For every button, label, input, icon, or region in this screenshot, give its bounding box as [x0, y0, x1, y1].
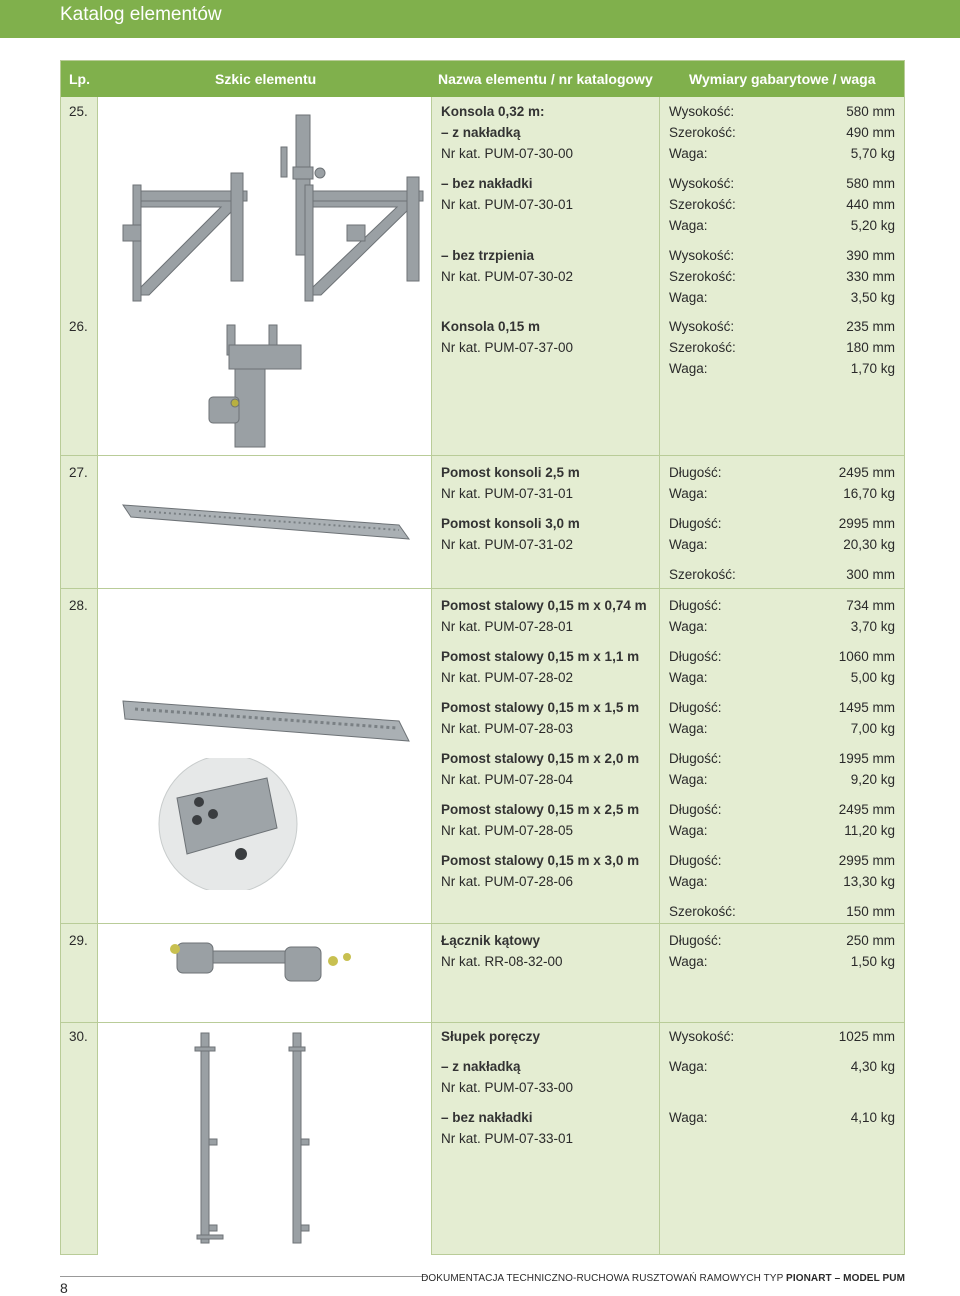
dim-value: 1060 mm [838, 649, 895, 664]
catalog-number: Nr kat. PUM-07-30-01 [441, 197, 574, 212]
dim-value: 9,20 kg [850, 772, 895, 787]
dim-value: 1,70 kg [850, 361, 895, 376]
catalog-number: Nr kat. PUM-07-37-00 [441, 340, 574, 355]
console-platform-sketch [119, 497, 414, 549]
dim-value: 7,00 kg [850, 721, 895, 736]
catalog-number: Nr kat. PUM-07-28-02 [441, 670, 574, 685]
dim-value: 1025 mm [838, 1029, 895, 1044]
item-name: Pomost stalowy 0,15 m x 2,0 m [441, 751, 640, 766]
item-name: Pomost stalowy 0,15 m x 1,1 m [441, 649, 640, 664]
catalog-number: Nr kat. PUM-07-28-03 [441, 721, 574, 736]
dim-label: Waga: [669, 1110, 708, 1125]
catalog-number: Nr kat. PUM-07-33-00 [441, 1080, 574, 1095]
dim-value: 250 mm [846, 933, 895, 948]
dim-label: Waga: [669, 146, 708, 161]
dim-label: Wysokość: [669, 319, 735, 334]
col-name: Nazwa elementu / nr katalogowy [438, 71, 653, 87]
dim-value: 2495 mm [838, 465, 895, 480]
dim-label: Wysokość: [669, 248, 735, 263]
catalog-number: Nr kat. PUM-07-30-02 [441, 269, 574, 284]
dim-label: Długość: [669, 933, 722, 948]
dim-value: 2995 mm [838, 853, 895, 868]
dim-label: Długość: [669, 649, 722, 664]
dim-value: 5,70 kg [850, 146, 895, 161]
row-number: 27. [69, 465, 88, 480]
dim-value: 235 mm [846, 319, 895, 334]
dim-label: Wysokość: [669, 1029, 735, 1044]
table-header [61, 61, 904, 97]
row-number: 29. [69, 933, 88, 948]
dim-label: Szerokość: [669, 340, 736, 355]
dim-value: 3,70 kg [850, 619, 895, 634]
dim-label: Długość: [669, 751, 722, 766]
dim-label: Długość: [669, 700, 722, 715]
dim-value: 734 mm [846, 598, 895, 613]
row-number: 25. [69, 104, 88, 119]
dim-label: Waga: [669, 486, 708, 501]
catalog-number: Nr kat. PUM-07-31-02 [441, 537, 574, 552]
dim-value: 300 mm [846, 567, 895, 582]
dim-value: 13,30 kg [843, 874, 895, 889]
dim-label: Waga: [669, 823, 708, 838]
item-name: Pomost konsoli 3,0 m [441, 516, 580, 531]
item-name: Pomost konsoli 2,5 m [441, 465, 580, 480]
catalog-number: Nr kat. PUM-07-28-05 [441, 823, 574, 838]
dim-label: Waga: [669, 361, 708, 376]
dim-label: Waga: [669, 772, 708, 787]
dim-value: 16,70 kg [843, 486, 895, 501]
dim-label: Szerokość: [669, 567, 736, 582]
catalog-number: Nr kat. PUM-07-33-01 [441, 1131, 574, 1146]
dim-value: 20,30 kg [843, 537, 895, 552]
console-032-sketch [121, 107, 431, 307]
dim-label: Waga: [669, 619, 708, 634]
guardrail-post-sketch [191, 1031, 321, 1249]
divider [431, 97, 432, 1254]
dim-label: Długość: [669, 802, 722, 817]
item-name: Pomost stalowy 0,15 m x 3,0 m [441, 853, 640, 868]
item-name: Konsola 0,15 m [441, 319, 541, 334]
item-variant: – z nakładką [441, 125, 521, 140]
top-banner [0, 0, 960, 38]
dim-value: 1,50 kg [850, 954, 895, 969]
row-number: 30. [69, 1029, 88, 1044]
dim-label: Wysokość: [669, 176, 735, 191]
footer-doc-model: PIONART – MODEL PUM [786, 1273, 905, 1284]
dim-value: 1995 mm [838, 751, 895, 766]
dim-value: 1495 mm [838, 700, 895, 715]
col-dims: Wymiary gabarytowe / waga [689, 71, 876, 87]
dim-value: 390 mm [846, 248, 895, 263]
dim-label: Szerokość: [669, 125, 736, 140]
item-variant: – bez trzpienia [441, 248, 535, 263]
catalog-number: Nr kat. RR-08-32-00 [441, 954, 563, 969]
dim-label: Długość: [669, 598, 722, 613]
dim-label: Długość: [669, 516, 722, 531]
dim-label: Waga: [669, 290, 708, 305]
dim-value: 580 mm [846, 176, 895, 191]
dim-value: 490 mm [846, 125, 895, 140]
dim-value: 440 mm [846, 197, 895, 212]
steel-platform-sketch [119, 697, 414, 753]
dim-value: 580 mm [846, 104, 895, 119]
catalog-number: Nr kat. PUM-07-28-06 [441, 874, 574, 889]
row-divider [61, 1022, 904, 1023]
item-variant: – z nakładką [441, 1059, 521, 1074]
dim-label: Waga: [669, 954, 708, 969]
platform-detail-sketch [157, 758, 299, 890]
footer-document-title [421, 1273, 905, 1284]
catalog-table [60, 60, 905, 1255]
page-number: 8 [60, 1280, 68, 1296]
dim-value: 2495 mm [838, 802, 895, 817]
dim-label: Waga: [669, 670, 708, 685]
page-header-title: Katalog elementów [60, 4, 222, 25]
col-sketch: Szkic elementu [215, 71, 317, 87]
dim-label: Długość: [669, 465, 722, 480]
item-variant: – bez nakładki [441, 176, 533, 191]
dim-value: 330 mm [846, 269, 895, 284]
row-divider [61, 588, 904, 589]
item-name: Słupek poręczy [441, 1029, 541, 1044]
item-variant: – bez nakładki [441, 1110, 533, 1125]
dim-value: 2995 mm [838, 516, 895, 531]
catalog-number: Nr kat. PUM-07-31-01 [441, 486, 574, 501]
dim-label: Szerokość: [669, 269, 736, 284]
dim-value: 150 mm [846, 904, 895, 919]
row-number: 26. [69, 319, 88, 334]
row-number: 28. [69, 598, 88, 613]
row-divider [61, 923, 904, 924]
dim-value: 4,10 kg [850, 1110, 895, 1125]
dim-label: Waga: [669, 537, 708, 552]
item-name: Pomost stalowy 0,15 m x 2,5 m [441, 802, 640, 817]
dim-value: 11,20 kg [844, 823, 895, 838]
dim-label: Szerokość: [669, 904, 736, 919]
dim-label: Waga: [669, 874, 708, 889]
footer-doc-prefix: DOKUMENTACJA TECHNICZNO-RUCHOWA RUSZTOWAŃ RAMOWYCH TYP [421, 1273, 787, 1284]
row-divider [61, 455, 904, 456]
item-name: Konsola 0,32 m: [441, 104, 545, 119]
dim-value: 180 mm [846, 340, 895, 355]
dim-label: Szerokość: [669, 197, 736, 212]
dim-label: Waga: [669, 721, 708, 736]
footer-divider [60, 1276, 428, 1277]
item-name: Pomost stalowy 0,15 m x 1,5 m [441, 700, 640, 715]
catalog-number: Nr kat. PUM-07-30-00 [441, 146, 574, 161]
divider [97, 97, 98, 1254]
dim-label: Długość: [669, 853, 722, 868]
dim-value: 5,00 kg [850, 670, 895, 685]
dim-label: Waga: [669, 218, 708, 233]
dim-label: Wysokość: [669, 104, 735, 119]
item-name: Pomost stalowy 0,15 m x 0,74 m [441, 598, 647, 613]
item-name: Łącznik kątowy [441, 933, 541, 948]
divider [659, 97, 660, 1254]
catalog-number: Nr kat. PUM-07-28-04 [441, 772, 574, 787]
dim-value: 5,20 kg [850, 218, 895, 233]
catalog-number: Nr kat. PUM-07-28-01 [441, 619, 574, 634]
col-lp: Lp. [69, 71, 90, 87]
angle-coupler-sketch [169, 933, 357, 993]
dim-value: 4,30 kg [850, 1059, 895, 1074]
dim-value: 3,50 kg [850, 290, 895, 305]
console-015-sketch [201, 323, 311, 451]
dim-label: Waga: [669, 1059, 708, 1074]
